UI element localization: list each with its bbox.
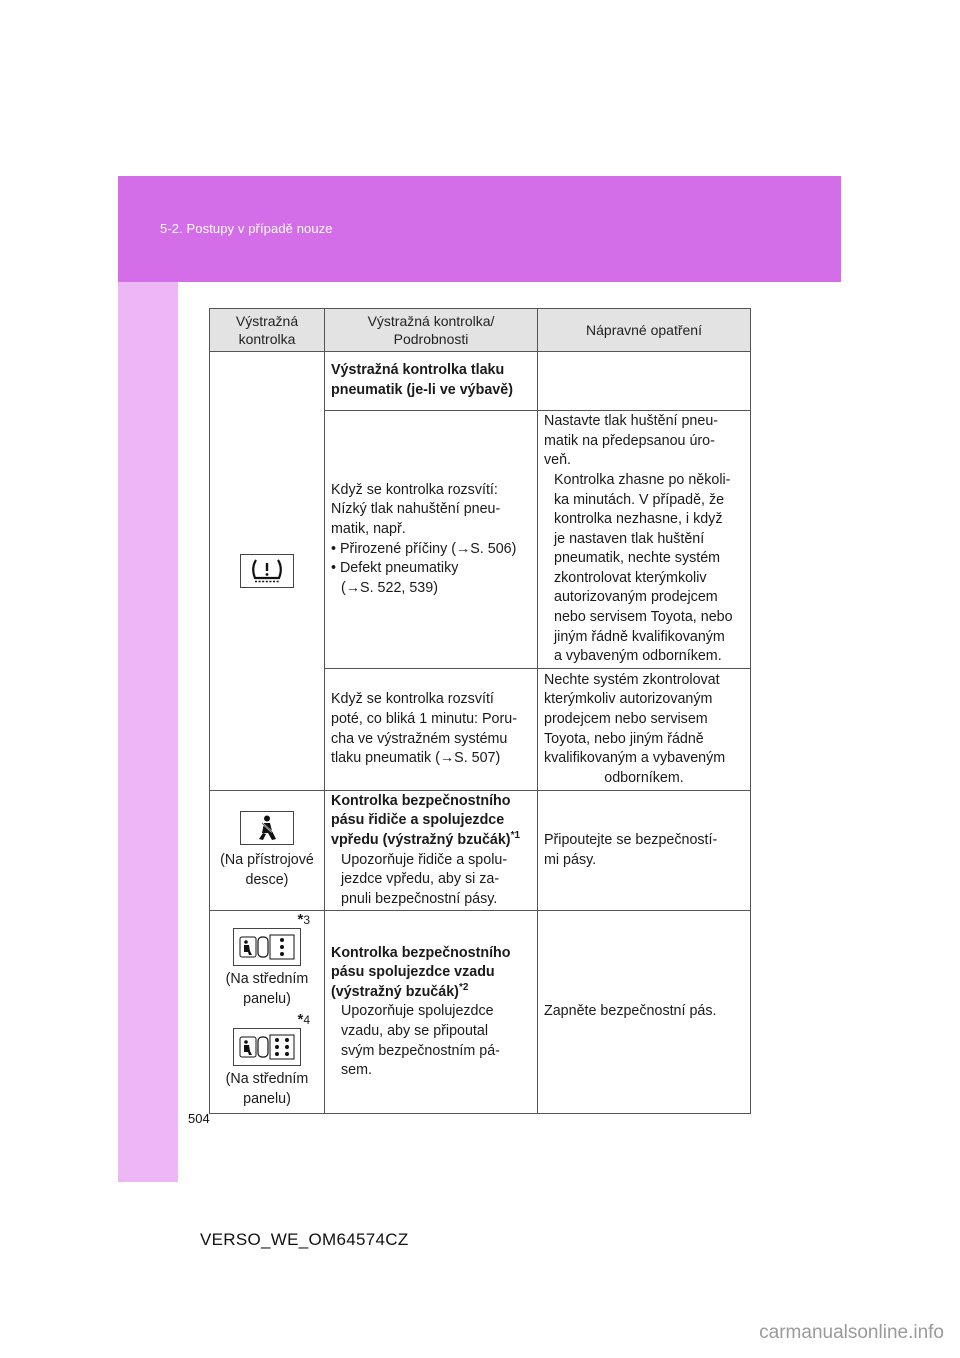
text-line: prodejcem nebo servisem xyxy=(544,710,708,727)
text-line: (→S. 522, 539) xyxy=(341,579,438,596)
seatbelt-rear-action: Zapněte bezpečnostní pás. xyxy=(538,911,751,1114)
seatbelt-rear-details xyxy=(325,911,538,1114)
text-line: je nastaven tlak huštění xyxy=(554,530,705,547)
section-header-band xyxy=(118,176,841,282)
footnote-mark-number: 4 xyxy=(303,1013,310,1028)
text-line: pásu spolujezdce vzadu xyxy=(331,964,495,981)
text-line: Připoutejte se bezpečností- xyxy=(544,831,718,848)
text-line: Kontrolka bezpečnostního xyxy=(331,944,511,961)
text-line: matik na předepsanou úro- xyxy=(544,432,715,449)
text-line: • Přirozené příčiny (→S. 506) xyxy=(331,540,517,557)
text-line: vzadu, aby se připoutal xyxy=(341,1022,489,1039)
tpms-title: Výstražná kontrolka tlaku pneumatik (je-li ve výbavě) xyxy=(325,352,538,411)
text-line: odborníkem. xyxy=(604,769,684,786)
footnote-mark: *4 xyxy=(297,1011,310,1029)
text-line: Upozorňuje spolujezdce xyxy=(341,1003,494,1020)
text-line: tlaku pneumatik (→S. 507) xyxy=(331,750,501,767)
seatbelt-front-action xyxy=(538,791,751,911)
tpms-low-pressure-action xyxy=(538,411,751,669)
rear-seatbelt-panel-icon xyxy=(233,928,301,966)
text-line: matik, např. xyxy=(331,520,406,537)
text-line: Kontrolka bezpečnostního xyxy=(331,792,511,809)
text-line: pneumatik, nechte systém xyxy=(554,550,721,567)
rear-seatbelt-panel-icon xyxy=(233,1028,301,1066)
warning-lights-table xyxy=(209,308,751,1114)
text-line: Nechte systém zkontrolovat xyxy=(544,671,720,688)
text-line: cha ve výstražném systému xyxy=(331,730,508,747)
icon-caption-line: desce) xyxy=(245,871,289,888)
text-line: vpředu (výstražný bzučák) xyxy=(331,831,511,848)
text-line: zkontrolovat kterýmkoliv xyxy=(554,569,707,586)
footnote-mark: *3 xyxy=(297,911,310,928)
icon-caption-line: panelu) xyxy=(243,990,291,1007)
text-line: veň. xyxy=(544,452,572,469)
text-line: kvalifikovaným a vybaveným xyxy=(544,750,726,767)
tpms-low-pressure-details xyxy=(325,411,538,669)
text-line: Kontrolka zhasne po několi- xyxy=(554,471,731,488)
text-line: kontrolka nezhasne, i když xyxy=(554,511,723,528)
text-line: poté, co bliká 1 minutu: Poru- xyxy=(331,710,517,727)
text-line: Toyota, nebo jiným řádně xyxy=(544,730,704,747)
text-line: • Defekt pneumatiky xyxy=(331,560,459,577)
text-line: sem. xyxy=(341,1062,372,1079)
watermark: carmanualsonline.info xyxy=(759,1322,944,1343)
text-line: autorizovaným prodejcem xyxy=(554,589,718,606)
text-line: kterýmkoliv autorizovaným xyxy=(544,691,713,708)
text-line: ka minutách. V případě, že xyxy=(554,491,725,508)
footnote-mark-number: 3 xyxy=(303,913,310,927)
table-row-tpms-title xyxy=(210,352,751,411)
seatbelt-front-icon-cell xyxy=(210,791,325,911)
text-line: Nízký tlak nahuštění pneu- xyxy=(331,501,501,518)
section-title: 5-2. Postupy v případě nouze xyxy=(160,221,333,236)
table-header-row xyxy=(210,309,751,352)
column-header-action: Nápravné opatření xyxy=(538,309,751,352)
seatbelt-front-details xyxy=(325,791,538,911)
icon-caption-line: (Na středním xyxy=(225,971,309,987)
text-line: Upozorňuje řidiče a spolu- xyxy=(341,851,508,868)
text-line: pnuli bezpečnostní pásy. xyxy=(341,890,498,907)
side-margin-band xyxy=(118,282,178,1182)
tpms-malfunction-action xyxy=(538,669,751,791)
table-row-seatbelt-rear xyxy=(210,911,751,1114)
text-line: svým bezpečnostním pá- xyxy=(341,1042,500,1059)
text-line: (výstražný bzučák) xyxy=(331,983,459,1000)
seatbelt-rear-icon-cell xyxy=(210,911,325,1114)
tpms-icon-cell xyxy=(210,352,325,791)
text-line: jiným řádně kvalifikovaným xyxy=(554,628,725,645)
column-header-light: Výstražná kontrolka xyxy=(210,309,325,352)
icon-caption-line: (Na přístrojové xyxy=(220,851,314,868)
text-line: jezdce vpředu, aby si za- xyxy=(341,871,500,888)
text-line: pásu řidiče a spolujezdce xyxy=(331,812,505,829)
text-line: nebo servisem Toyota, nebo xyxy=(554,609,733,626)
seatbelt-warning-icon xyxy=(240,811,294,845)
tire-pressure-warning-icon xyxy=(240,554,294,588)
icon-caption-line: (Na středním xyxy=(225,1071,309,1088)
footnote-mark: *1 xyxy=(510,830,521,842)
text-line: a vybaveným odborníkem. xyxy=(554,648,722,665)
text-line: Nastavte tlak huštění pneu- xyxy=(544,413,719,430)
page-number: 504 xyxy=(188,1111,210,1126)
column-header-details: Výstražná kontrolka/ Podrobnosti xyxy=(325,309,538,352)
tpms-title-action xyxy=(538,352,751,411)
text-line: Když se kontrolka rozsvítí xyxy=(331,691,494,708)
table-row-seatbelt-front xyxy=(210,791,751,911)
text-line: mi pásy. xyxy=(544,851,597,868)
text-line: Když se kontrolka rozsvítí: xyxy=(331,481,498,498)
icon-caption-line: panelu) xyxy=(243,1090,291,1107)
tpms-malfunction-details xyxy=(325,669,538,791)
document-code: VERSO_WE_OM64574CZ xyxy=(200,1230,409,1249)
footnote-mark: *2 xyxy=(458,982,469,994)
